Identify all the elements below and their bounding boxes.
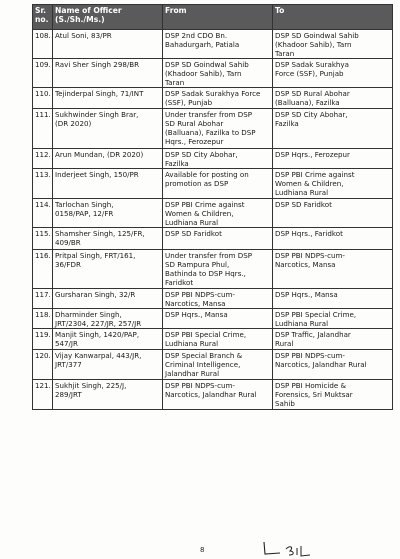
table-row	[33, 309, 393, 329]
row-to-posting	[273, 199, 393, 228]
row-from-posting	[163, 309, 273, 329]
row-officer-name	[53, 228, 163, 250]
table-header	[33, 5, 393, 30]
row-from-posting-text: Available for posting on promotion as DSP	[165, 170, 249, 188]
row-sr-no	[33, 228, 53, 250]
row-officer-name-text: Inderjeet Singh, 150/PR	[55, 170, 139, 179]
row-officer-name	[53, 199, 163, 228]
table-row	[33, 228, 393, 250]
row-officer-name-text: Shamsher Singh, 125/FR, 409/BR	[55, 229, 145, 247]
row-officer-name	[53, 250, 163, 289]
row-officer-name-text: Manjit Singh, 1420/PAP, 547/JR	[55, 330, 140, 348]
row-from-posting-text: DSP Hqrs., Mansa	[165, 310, 228, 319]
row-sr-no	[33, 309, 53, 329]
table-body	[33, 30, 393, 410]
row-from-posting-text: DSP SD Goindwal Sahib (Khadoor Sahib), Tarn Taran	[165, 60, 249, 87]
row-sr-no-text: 121.	[35, 381, 51, 390]
row-to-posting-text: DSP SD Rural Abohar (Balluana), Fazilka	[275, 89, 350, 107]
row-officer-name	[53, 109, 163, 149]
table-row	[33, 88, 393, 109]
row-from-posting-text: Under transfer from DSP SD Rural Abohar (Balluana), Fazilka to DSP Hqrs., Ferozepur	[165, 110, 256, 146]
row-sr-no	[33, 380, 53, 410]
row-to-posting	[273, 169, 393, 199]
row-from-posting	[163, 250, 273, 289]
row-from-posting	[163, 149, 273, 169]
row-from-posting-text: DSP PBI NDPS-cum- Narcotics, Mansa	[165, 290, 235, 308]
row-officer-name-text: Sukhwinder Singh Brar, (DR 2020)	[55, 110, 139, 128]
row-officer-name	[53, 149, 163, 169]
row-officer-name	[53, 309, 163, 329]
row-to-posting	[273, 309, 393, 329]
row-from-posting	[163, 199, 273, 228]
row-to-posting-text: DSP Sadak Surakhya Force (SSF), Punjab	[275, 60, 349, 78]
row-sr-no-text: 114.	[35, 200, 51, 209]
header-name: Name of Officer (S./Sh./Ms.)	[53, 5, 163, 30]
row-sr-no-text: 117.	[35, 290, 51, 299]
table-row	[33, 329, 393, 350]
row-sr-no	[33, 109, 53, 149]
row-to-posting-text: DSP SD Faridkot	[275, 200, 332, 209]
row-from-posting-text: DSP PBI NDPS-cum- Narcotics, Jalandhar Rural	[165, 381, 257, 399]
table-row	[33, 149, 393, 169]
row-sr-no-text: 111.	[35, 110, 51, 119]
table-row	[33, 250, 393, 289]
row-from-posting	[163, 109, 273, 149]
header-from: From	[163, 5, 273, 30]
row-officer-name-text: Sukhjit Singh, 225/J, 289/JRT	[55, 381, 127, 399]
row-to-posting	[273, 109, 393, 149]
header-to: To	[273, 5, 393, 30]
row-from-posting	[163, 228, 273, 250]
row-to-posting	[273, 88, 393, 109]
row-to-posting-text: DSP PBI Special Crime, Ludhiana Rural	[275, 310, 357, 328]
row-sr-no	[33, 149, 53, 169]
row-officer-name	[53, 88, 163, 109]
row-sr-no-text: 112.	[35, 150, 51, 159]
row-to-posting	[273, 30, 393, 59]
row-from-posting	[163, 350, 273, 380]
table-row	[33, 109, 393, 149]
row-to-posting	[273, 250, 393, 289]
row-officer-name	[53, 329, 163, 350]
row-sr-no-text: 119.	[35, 330, 51, 339]
row-to-posting-text: DSP Traffic, Jalandhar Rural	[275, 330, 351, 348]
row-officer-name-text: Tejinderpal Singh, 71/INT	[55, 89, 144, 98]
row-officer-name	[53, 289, 163, 309]
row-to-posting	[273, 228, 393, 250]
row-sr-no-text: 118.	[35, 310, 51, 319]
row-to-posting	[273, 329, 393, 350]
row-from-posting	[163, 169, 273, 199]
row-sr-no-text: 120.	[35, 351, 51, 360]
row-officer-name	[53, 380, 163, 410]
row-to-posting-text: DSP PBI Homicide & Forensics, Sri Muktsar Sahib	[275, 381, 353, 408]
row-officer-name	[53, 169, 163, 199]
table-row	[33, 169, 393, 199]
row-to-posting	[273, 149, 393, 169]
row-sr-no	[33, 169, 53, 199]
table-row	[33, 199, 393, 228]
page-number: 8	[200, 546, 205, 554]
row-officer-name	[53, 59, 163, 88]
handwritten-signature-mark	[260, 540, 320, 559]
row-officer-name	[53, 350, 163, 380]
row-sr-no	[33, 30, 53, 59]
transfer-table	[32, 4, 393, 410]
row-officer-name-text: Tarlochan Singh, 0158/PAP, 12/FR	[55, 200, 114, 218]
row-to-posting-text: DSP Hqrs., Mansa	[275, 290, 338, 299]
row-sr-no-text: 116.	[35, 251, 51, 260]
row-sr-no	[33, 329, 53, 350]
row-officer-name-text: Gursharan Singh, 32/R	[55, 290, 136, 299]
row-to-posting-text: DSP Hqrs., Faridkot	[275, 229, 343, 238]
row-to-posting-text: DSP PBI NDPS-cum- Narcotics, Mansa	[275, 251, 345, 269]
row-to-posting-text: DSP Hqrs., Ferozepur	[275, 150, 350, 159]
row-from-posting-text: DSP 2nd CDO Bn. Bahadurgarh, Patiala	[165, 31, 240, 49]
row-to-posting	[273, 289, 393, 309]
table-row	[33, 59, 393, 88]
row-from-posting-text: DSP PBI Special Crime, Ludhiana Rural	[165, 330, 247, 348]
row-sr-no	[33, 250, 53, 289]
row-officer-name-text: Ravi Sher Singh 298/BR	[55, 60, 140, 69]
row-to-posting	[273, 59, 393, 88]
row-from-posting-text: DSP SD Faridkot	[165, 229, 222, 238]
row-from-posting	[163, 88, 273, 109]
row-from-posting	[163, 59, 273, 88]
row-from-posting-text: DSP Sadak Surakhya Force (SSF), Punjab	[165, 89, 261, 107]
header-sr-no: Sr. no.	[33, 5, 53, 30]
row-from-posting-text: DSP PBI Crime against Women & Children, Ludhiana Rural	[165, 200, 245, 227]
row-from-posting-text: DSP SD City Abohar, Fazilka	[165, 150, 238, 168]
row-sr-no-text: 109.	[35, 60, 51, 69]
row-sr-no	[33, 88, 53, 109]
row-from-posting-text: DSP Special Branch & Criminal Intelligence, Jalandhar Rural	[165, 351, 243, 378]
row-from-posting	[163, 30, 273, 59]
row-to-posting-text: DSP SD Goindwal Sahib (Khadoor Sahib), Tarn Taran	[275, 31, 359, 58]
row-officer-name-text: Atul Soni, 83/PR	[55, 31, 112, 40]
row-from-posting	[163, 380, 273, 410]
table-row	[33, 350, 393, 380]
table-row	[33, 30, 393, 59]
row-from-posting-text: Under transfer from DSP SD Rampura Phul, Bathinda to DSP Hqrs., Faridkot	[165, 251, 253, 287]
row-from-posting	[163, 289, 273, 309]
row-to-posting-text: DSP SD City Abohar, Fazilka	[275, 110, 348, 128]
row-to-posting-text: DSP PBI Crime against Women & Children, Ludhiana Rural	[275, 170, 355, 197]
row-sr-no-text: 113.	[35, 170, 51, 179]
row-to-posting	[273, 380, 393, 410]
row-officer-name-text: Vijay Kanwarpal, 443/JR, JRT/377	[55, 351, 142, 369]
row-officer-name	[53, 30, 163, 59]
row-sr-no	[33, 350, 53, 380]
table-row	[33, 289, 393, 309]
row-sr-no-text: 110.	[35, 89, 51, 98]
row-from-posting	[163, 329, 273, 350]
row-officer-name-text: Pritpal Singh, FRT/161, 36/FDR	[55, 251, 136, 269]
row-sr-no-text: 115.	[35, 229, 51, 238]
row-officer-name-text: Arun Mundan, (DR 2020)	[55, 150, 144, 159]
table-row	[33, 380, 393, 410]
row-officer-name-text: Dharminder Singh, JRT/2304, 227/JR, 257/JR	[55, 310, 142, 328]
row-sr-no	[33, 59, 53, 88]
row-to-posting-text: DSP PBI NDPS-cum- Narcotics, Jalandhar Rural	[275, 351, 367, 369]
row-sr-no-text: 108.	[35, 31, 51, 40]
row-to-posting	[273, 350, 393, 380]
row-sr-no	[33, 289, 53, 309]
row-sr-no	[33, 199, 53, 228]
